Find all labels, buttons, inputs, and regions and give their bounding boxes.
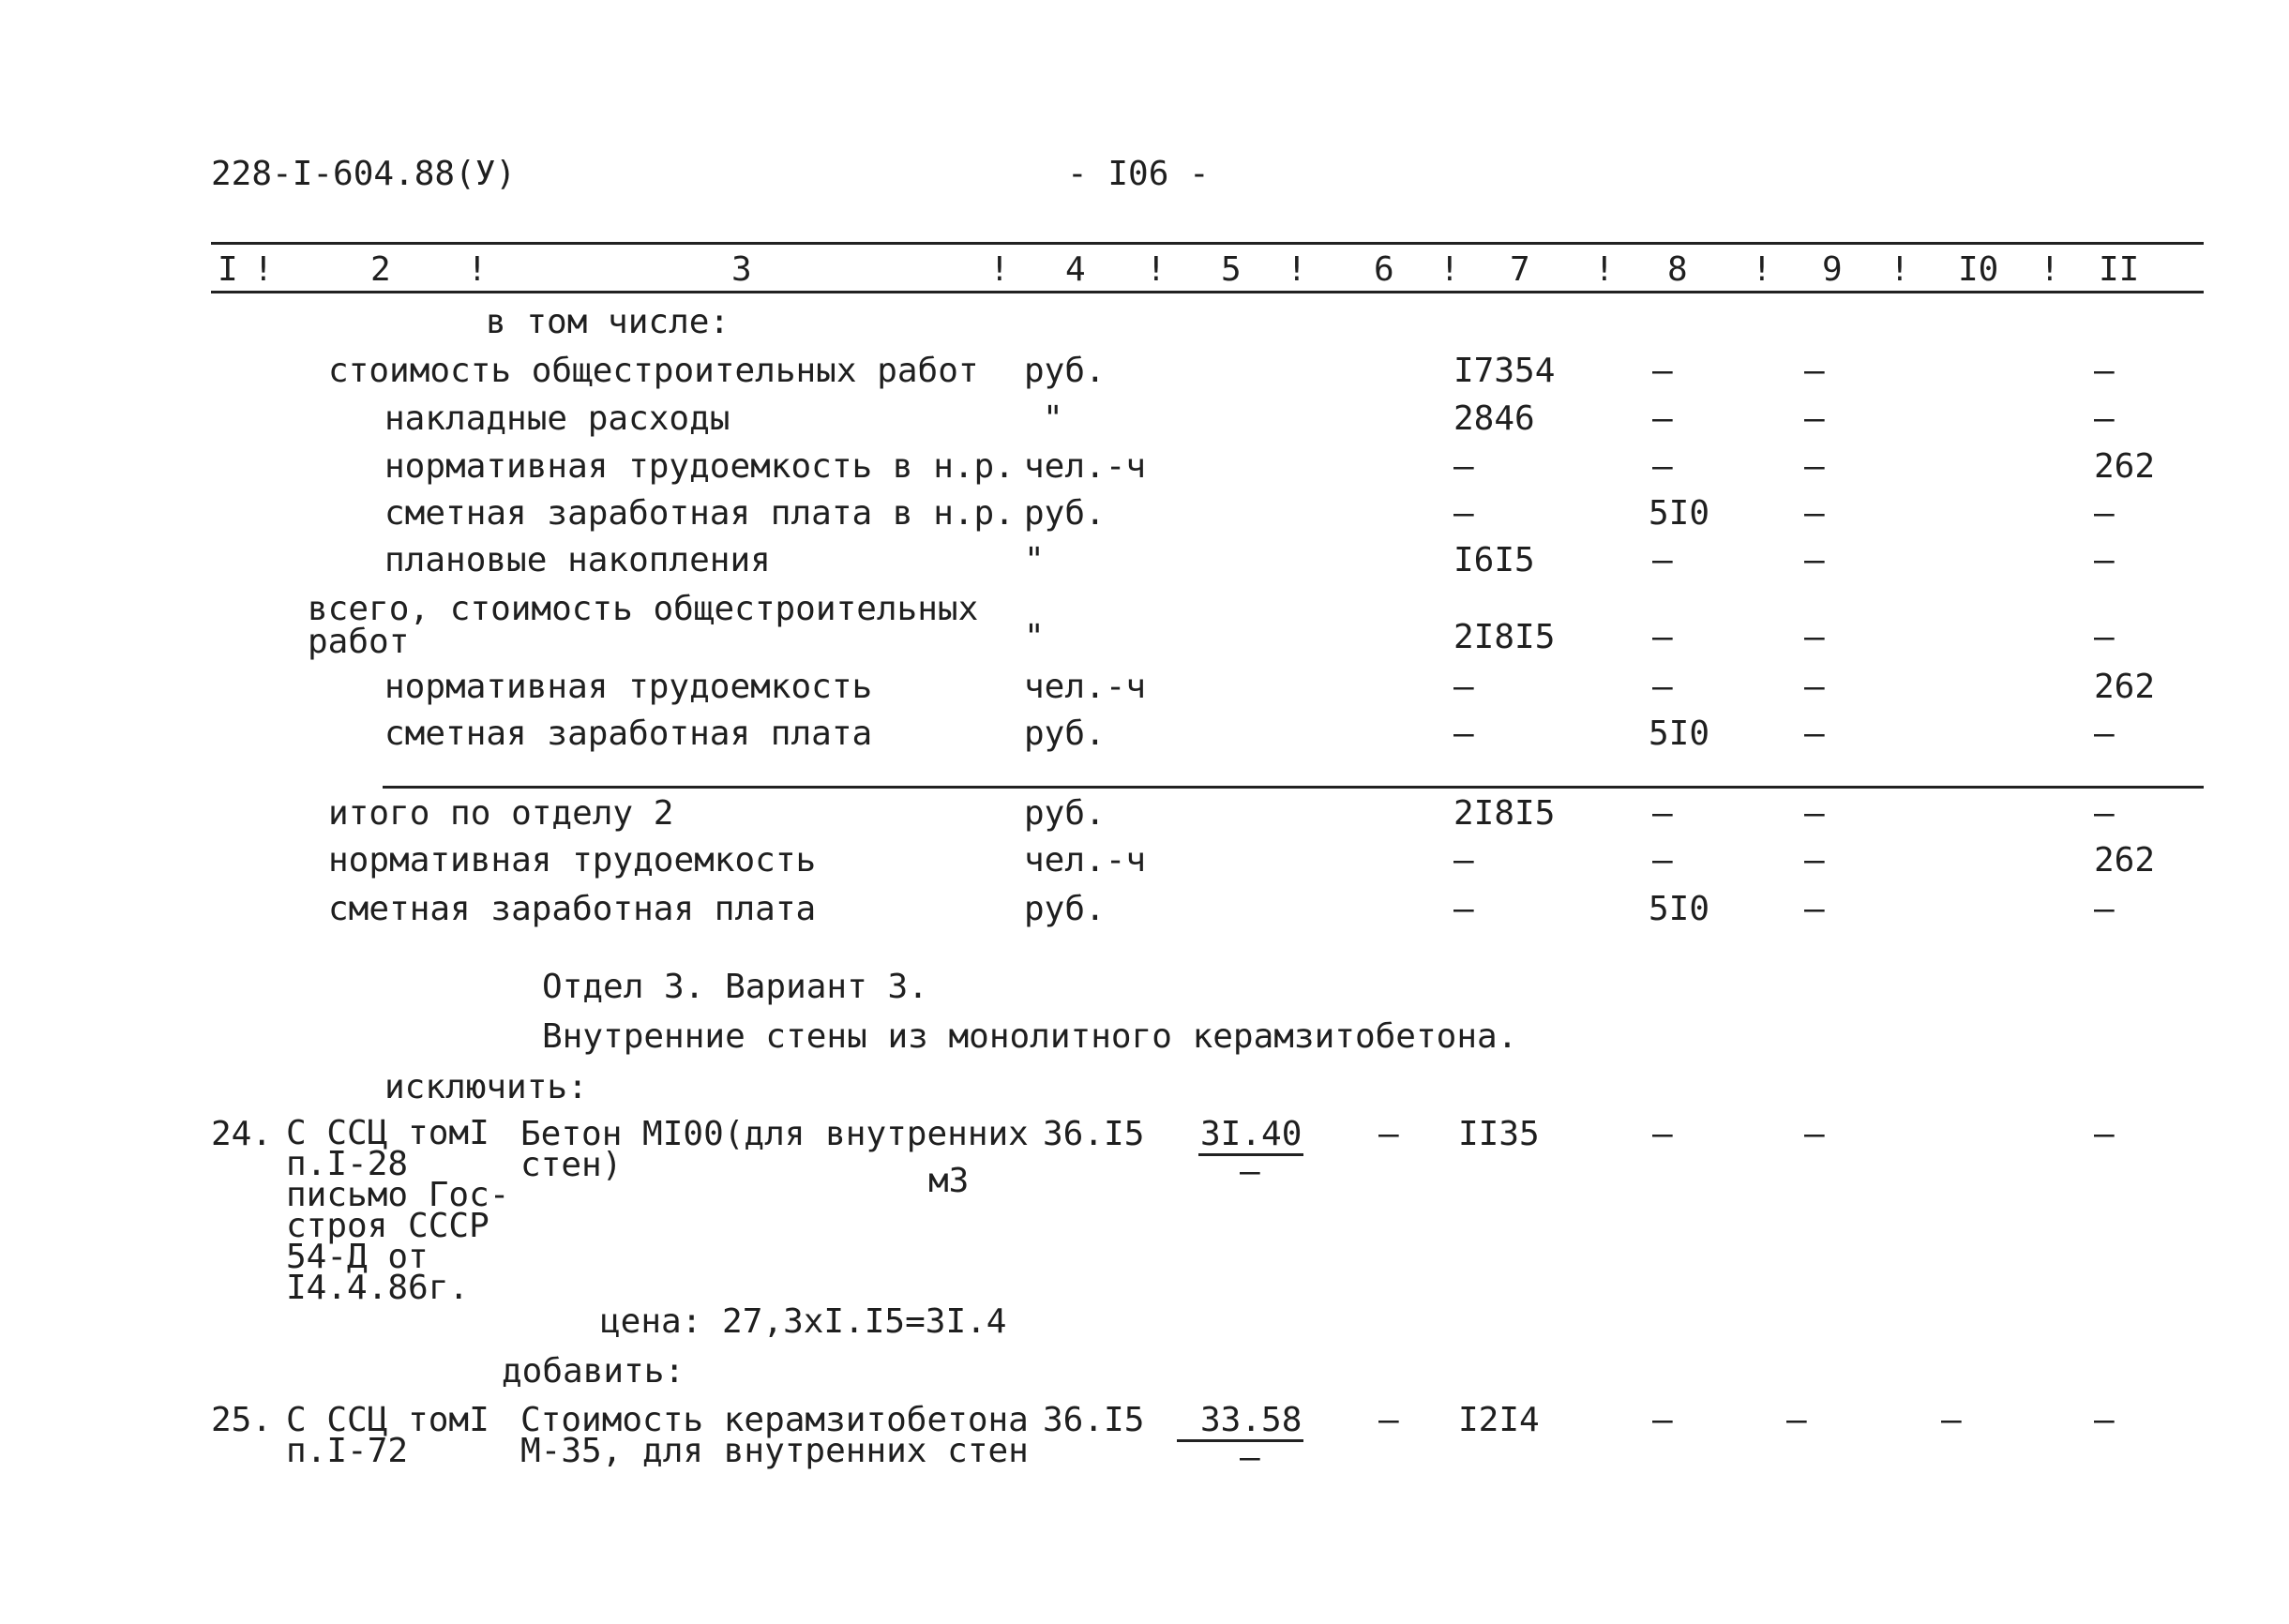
row-unit: чел.-ч <box>1024 841 1147 880</box>
row-unit: руб. <box>1024 494 1106 533</box>
ref-line: п.I-28 <box>286 1145 409 1183</box>
col-separator: ! <box>1287 250 1307 289</box>
row-unit: чел.-ч <box>1024 668 1147 706</box>
col-separator: ! <box>1890 250 1910 289</box>
row-col8: – <box>1652 841 1673 880</box>
item-unit: м3 <box>928 1162 970 1200</box>
row-col8: 5I0 <box>1649 494 1710 533</box>
row-col11: – <box>2094 399 2115 438</box>
row-col8: – <box>1652 618 1673 656</box>
item-col9: – <box>1786 1401 1807 1439</box>
col-separator: ! <box>1439 250 1460 289</box>
row-col7: – <box>1453 841 1474 880</box>
row-col7: I6I5 <box>1453 541 1535 579</box>
item-total: II35 <box>1458 1115 1540 1153</box>
row-col8: – <box>1652 399 1673 438</box>
row-col8: – <box>1652 794 1673 833</box>
row-col7: 2I8I5 <box>1453 618 1556 656</box>
item-col11: – <box>2094 1115 2115 1153</box>
item-col6: – <box>1378 1401 1399 1439</box>
row-col7: 2846 <box>1453 399 1535 438</box>
row-col11: 262 <box>2094 668 2156 706</box>
row-label: нормативная трудоемкость <box>384 668 873 706</box>
row-col9: – <box>1804 794 1825 833</box>
row-col11: – <box>2094 352 2115 390</box>
col-header-4: 4 <box>1065 250 1086 289</box>
col-separator: ! <box>467 250 488 289</box>
item-description: Стоимость керамзитобетона <box>520 1401 1029 1439</box>
total-label-line1: всего, стоимость общестроительных <box>308 590 979 628</box>
col-header-9: 9 <box>1822 250 1843 289</box>
col-header-1: I <box>218 250 238 289</box>
row-col8: – <box>1652 541 1673 579</box>
section-subtitle: Внутренние стены из монолитного керамзитобетона. <box>542 1017 1518 1056</box>
col-separator: ! <box>1146 250 1167 289</box>
row-col7: – <box>1453 494 1474 533</box>
col-separator: ! <box>1594 250 1615 289</box>
row-unit: " <box>1043 399 1063 438</box>
row-col8: 5I0 <box>1649 714 1710 753</box>
item-quantity: 36.I5 <box>1043 1401 1145 1439</box>
item-description: М-35, для внутренних стен <box>520 1432 1029 1470</box>
row-col11: – <box>2094 494 2115 533</box>
row-label: стоимость общестроительных работ <box>328 352 979 390</box>
item-col6: – <box>1378 1115 1399 1153</box>
col-separator: ! <box>2040 250 2060 289</box>
row-col11: – <box>2094 890 2115 928</box>
ref-line: строя СССР <box>286 1207 489 1245</box>
row-label: нормативная трудоемкость <box>328 841 817 880</box>
ref-line: 54-Д от <box>286 1238 429 1276</box>
row-col11: – <box>2094 618 2115 656</box>
item-reference: С ССЦ томI <box>286 1401 489 1439</box>
row-col9: – <box>1804 668 1825 706</box>
exclude-label: исключить: <box>384 1068 588 1106</box>
col-separator: ! <box>1752 250 1772 289</box>
row-col9: – <box>1804 352 1825 390</box>
row-unit: руб. <box>1024 794 1106 833</box>
row-unit: чел.-ч <box>1024 447 1147 486</box>
row-col7: – <box>1453 714 1474 753</box>
row-col8: – <box>1652 447 1673 486</box>
col-header-10: I0 <box>1958 250 1999 289</box>
row-col9: – <box>1804 494 1825 533</box>
row-col9: – <box>1804 890 1825 928</box>
item-col8: – <box>1652 1115 1673 1153</box>
row-col8: 5I0 <box>1649 890 1710 928</box>
row-col7: – <box>1453 447 1474 486</box>
row-col7: 2I8I5 <box>1453 794 1556 833</box>
row-col9: – <box>1804 618 1825 656</box>
item-col10: – <box>1941 1401 1962 1439</box>
item-col11: – <box>2094 1401 2115 1439</box>
item-unit-price-sub: – <box>1240 1152 1260 1191</box>
row-col7: I7354 <box>1453 352 1556 390</box>
col-separator: ! <box>253 250 274 289</box>
row-col9: – <box>1804 714 1825 753</box>
price-formula: цена: 27,3хI.I5=3I.4 <box>600 1302 1007 1341</box>
ref-line: письмо Гос- <box>286 1176 510 1214</box>
row-col11: – <box>2094 714 2115 753</box>
item-reference <box>286 1114 510 1307</box>
row-unit: руб. <box>1024 890 1106 928</box>
add-label: добавить: <box>502 1352 685 1391</box>
row-label: сметная заработная плата <box>384 714 873 753</box>
col-header-11: II <box>2099 250 2140 289</box>
row-col8: – <box>1652 352 1673 390</box>
row-col9: – <box>1804 541 1825 579</box>
total-label-line2: работ <box>308 623 410 661</box>
item-unit-price: 3I.40 <box>1200 1115 1303 1153</box>
row-col9: – <box>1804 841 1825 880</box>
row-label: итого по отделу 2 <box>328 794 674 833</box>
col-header-5: 5 <box>1221 250 1242 289</box>
ref-line: С ССЦ томI <box>286 1114 489 1152</box>
row-unit: руб. <box>1024 352 1106 390</box>
ref-line: I4.4.86г. <box>286 1269 470 1307</box>
col-separator: ! <box>989 250 1010 289</box>
row-col11: 262 <box>2094 841 2156 880</box>
subtotal-rule <box>383 786 2204 789</box>
col-header-2: 2 <box>370 250 391 289</box>
item-reference: п.I-72 <box>286 1432 409 1470</box>
section-title: Отдел 3. Вариант 3. <box>542 968 928 1006</box>
row-col9: – <box>1804 399 1825 438</box>
col-header-6: 6 <box>1374 250 1394 289</box>
item-number: 25. <box>211 1401 273 1439</box>
item-quantity: 36.I5 <box>1043 1115 1145 1153</box>
row-label: сметная заработная плата <box>328 890 817 928</box>
col-header-8: 8 <box>1667 250 1688 289</box>
header-bottom-rule <box>211 291 2204 293</box>
col-header-7: 7 <box>1510 250 1530 289</box>
item-unit-price-sub: – <box>1240 1438 1260 1477</box>
row-unit: " <box>1024 541 1045 579</box>
item-unit-price: 33.58 <box>1200 1401 1303 1439</box>
including-label: в том числе: <box>486 303 730 341</box>
item-description: стен) <box>520 1146 623 1184</box>
item-col8: – <box>1652 1401 1673 1439</box>
col-header-3: 3 <box>731 250 752 289</box>
row-col9: – <box>1804 447 1825 486</box>
item-total: I2I4 <box>1458 1401 1540 1439</box>
row-label: плановые накопления <box>384 541 771 579</box>
page-number: - I06 - <box>1067 155 1210 193</box>
row-unit: " <box>1024 618 1045 656</box>
item-col9: – <box>1804 1115 1825 1153</box>
row-col11: – <box>2094 794 2115 833</box>
header-top-rule <box>211 242 2204 245</box>
row-label: сметная заработная плата в н.р. <box>384 494 1015 533</box>
row-label: нормативная трудоемкость в н.р. <box>384 447 1015 486</box>
item-description: Бетон МI00(для внутренних <box>520 1115 1029 1153</box>
item-number: 24. <box>211 1115 273 1153</box>
row-col7: – <box>1453 890 1474 928</box>
document-code: 228-I-604.88(У) <box>211 155 517 193</box>
row-col7: – <box>1453 668 1474 706</box>
row-label: накладные расходы <box>384 399 730 438</box>
row-col11: – <box>2094 541 2115 579</box>
row-col8: – <box>1652 668 1673 706</box>
row-col11: 262 <box>2094 447 2156 486</box>
row-unit: руб. <box>1024 714 1106 753</box>
